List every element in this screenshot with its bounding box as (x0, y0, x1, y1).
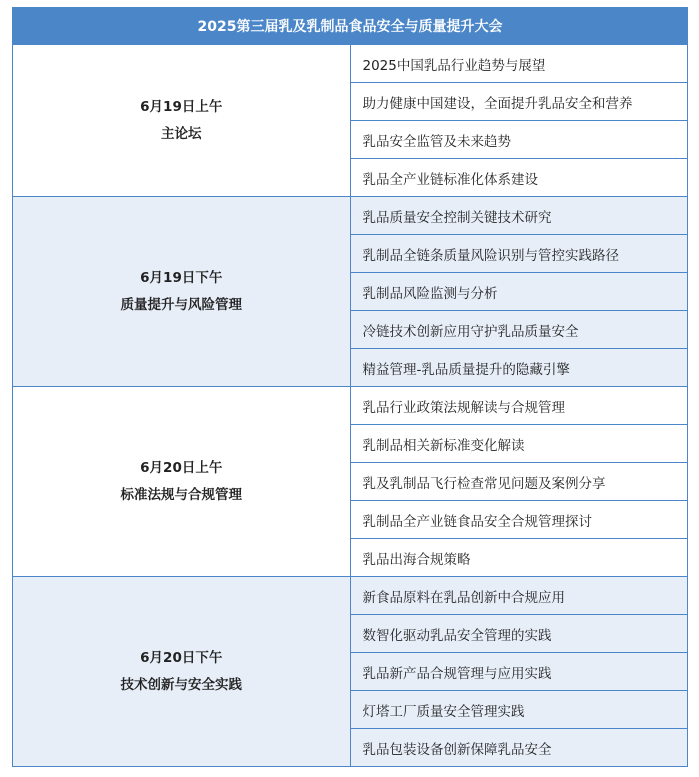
session-time: 6月19日下午 (140, 269, 223, 286)
topic-cell: 乳品出海合规策略 (350, 539, 688, 577)
topic-cell: 乳品全产业链标准化体系建设 (350, 159, 688, 197)
topic-cell: 乳品质量安全控制关键技术研究 (350, 197, 688, 235)
topic-cell: 新食品原料在乳品创新中合规应用 (350, 577, 688, 615)
topic-cell: 乳品包装设备创新保障乳品安全 (350, 729, 688, 767)
topic-cell: 2025中国乳品行业趋势与展望 (350, 45, 688, 83)
session-name: 主论坛 (161, 125, 202, 142)
agenda-table (12, 7, 688, 767)
session-cell-4 (13, 577, 351, 767)
session-time: 6月19日上午 (140, 98, 223, 115)
topic-cell: 乳制品全链条质量风险识别与管控实践路径 (350, 235, 688, 273)
session-cell-3 (13, 387, 351, 577)
session-cell-2 (13, 197, 351, 387)
session-time: 6月20日上午 (140, 459, 223, 476)
agenda-row (13, 577, 688, 615)
session-time: 6月20日下午 (140, 649, 223, 666)
topic-cell: 冷链技术创新应用守护乳品质量安全 (350, 311, 688, 349)
topic-cell: 助力健康中国建设，全面提升乳品安全和营养 (350, 83, 688, 121)
topic-cell: 乳制品相关新标准变化解读 (350, 425, 688, 463)
topic-cell: 乳品新产品合规管理与应用实践 (350, 653, 688, 691)
agenda-row (13, 45, 688, 83)
topic-cell: 乳制品风险监测与分析 (350, 273, 688, 311)
topic-cell: 灯塔工厂质量安全管理实践 (350, 691, 688, 729)
topic-cell: 乳品安全监管及未来趋势 (350, 121, 688, 159)
topic-cell: 精益管理-乳品质量提升的隐藏引擎 (350, 349, 688, 387)
session-name: 标准法规与合规管理 (120, 486, 242, 503)
topic-cell: 乳及乳制品飞行检查常见问题及案例分享 (350, 463, 688, 501)
agenda-row (13, 197, 688, 235)
topic-cell: 数智化驱动乳品安全管理的实践 (350, 615, 688, 653)
agenda-row (13, 387, 688, 425)
agenda-container (12, 7, 688, 767)
session-name: 技术创新与安全实践 (120, 676, 242, 693)
topic-cell: 乳品行业政策法规解读与合规管理 (350, 387, 688, 425)
agenda-title: 2025第三届乳及乳制品食品安全与质量提升大会 (13, 8, 688, 45)
session-cell-1 (13, 45, 351, 197)
session-name: 质量提升与风险管理 (120, 296, 242, 313)
topic-cell: 乳制品全产业链食品安全合规管理探讨 (350, 501, 688, 539)
